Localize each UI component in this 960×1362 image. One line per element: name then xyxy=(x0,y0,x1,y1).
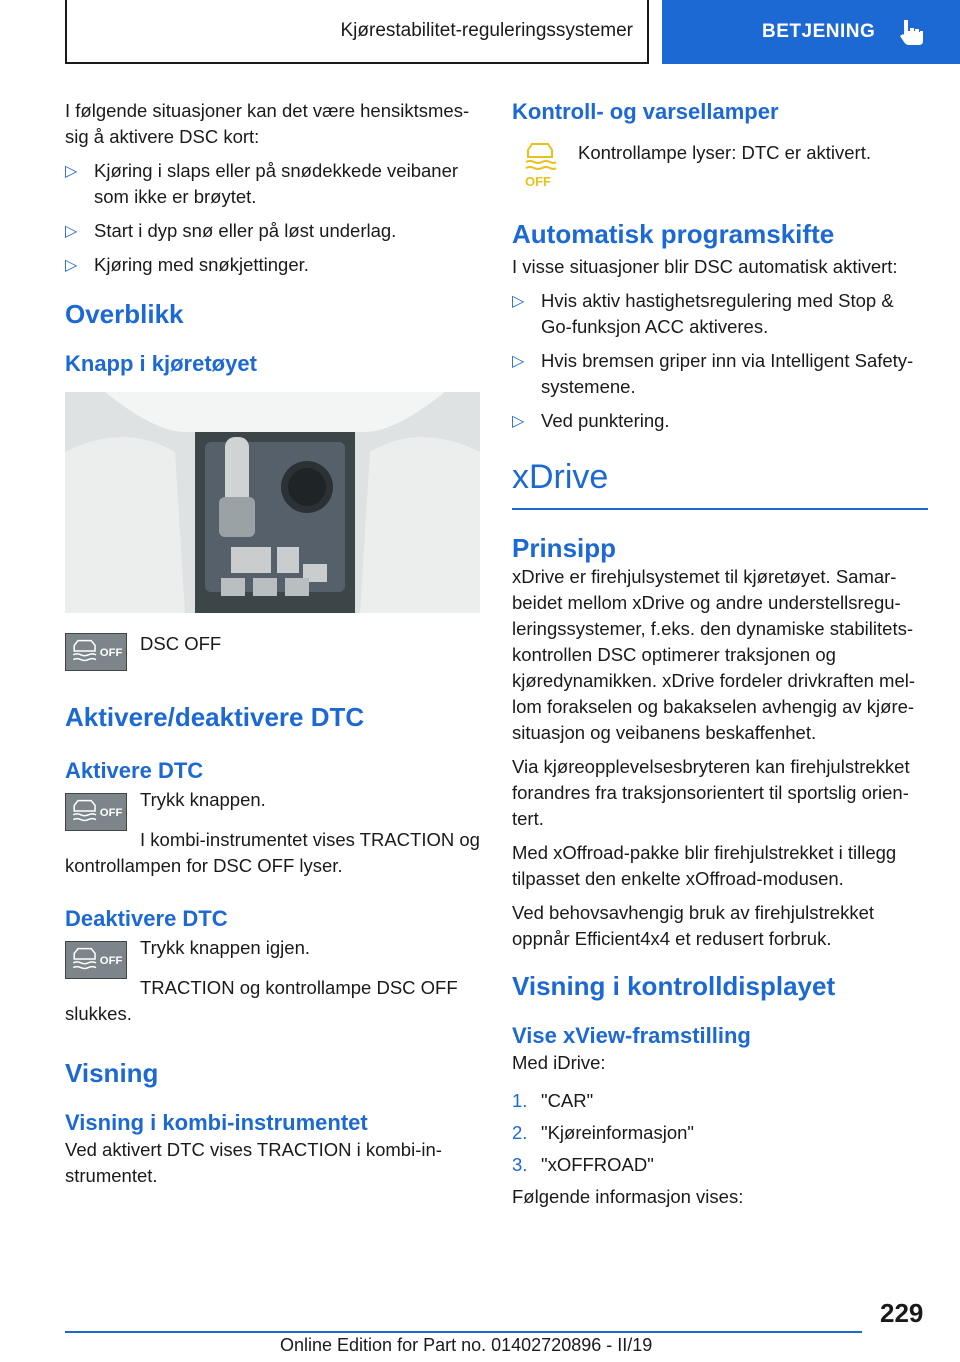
heading-deactivate-dtc: Deaktivere DTC xyxy=(65,906,228,931)
list-item: ▷ Kjøring med snøkjettinger. xyxy=(65,252,480,278)
center-console-image xyxy=(65,392,480,613)
list-item: 3. "xOFFROAD" xyxy=(512,1154,654,1175)
intro-text: I følgende situasjoner kan det være hensiktsmes-sig å aktivere DSC kort: xyxy=(65,100,470,147)
bullet-triangle-icon: ▷ xyxy=(512,353,525,370)
bullet-triangle-icon: ▷ xyxy=(65,257,78,274)
right-column xyxy=(512,98,928,1218)
principle-paragraph-1: xDrive er firehjulsystemet til kjøretøyet. Samar-beidet mellom xDrive og andre understellsregu-leringssystemer, f.eks. den dynamiske stabilitets-kontrollen DSC optimerer traksjonen og kjøredynamikken. xDrive fordeler drivkraften mel-lom forakselen og bakakselen avhengig av kjøre-situasjon og veibanens beskaffenhet. xyxy=(512,566,916,743)
bullet-triangle-icon: ▷ xyxy=(65,163,78,180)
activate-result-text: I kombi-instrumentet vises TRACTION og kontrollampen for DSC OFF lyser. xyxy=(65,829,480,876)
principle-paragraph-2: Via kjøreopplevelsesbryteren kan firehjulstrekket forandres fra traksjonsorientert til sportslig orien-tert. xyxy=(512,756,910,829)
svg-text:OFF: OFF xyxy=(99,806,123,819)
principle-paragraph-4: Ved behovsavhengig bruk av firehjulstrekket oppnår Efficient4x4 et redusert forbruk. xyxy=(512,902,874,949)
page-number: 229 xyxy=(880,1298,924,1328)
heading-button-in-vehicle: Knapp i kjøretøyet xyxy=(65,351,257,376)
deactivate-step-text: Trykk knappen igjen. xyxy=(140,937,311,958)
bullet-triangle-icon: ▷ xyxy=(65,223,78,240)
list-item: ▷ Ved punktering. xyxy=(512,408,928,434)
svg-text:OFF: OFF xyxy=(99,954,123,967)
intro-bullet-list xyxy=(65,158,480,278)
idrive-text: Med iDrive: xyxy=(512,1052,606,1073)
dtc-lamp-row xyxy=(512,140,928,200)
auto-intro-text: I visse situasjoner blir DSC automatisk aktivert: xyxy=(512,256,898,277)
heading-xdrive: xDrive xyxy=(512,458,609,496)
heading-activate-deactivate-dtc: Aktivere/deaktivere DTC xyxy=(65,702,365,732)
dsc-off-button-icon xyxy=(65,941,127,979)
header-chapter-tab xyxy=(662,0,960,64)
heading-display: Visning xyxy=(65,1058,159,1088)
header-section-title-box xyxy=(65,0,649,64)
deactivate-result-text: TRACTION og kontrollampe DSC OFF slukkes. xyxy=(65,977,458,1024)
svg-text:OFF: OFF xyxy=(99,646,123,659)
heading-display-cluster: Visning i kombi-instrumentet xyxy=(65,1110,368,1135)
bullet-triangle-icon: ▷ xyxy=(512,293,525,310)
following-text: Følgende informasjon vises: xyxy=(512,1186,744,1207)
center-console-photo xyxy=(65,392,480,613)
pointing-hand-icon xyxy=(897,17,927,47)
activate-step-text: Trykk knappen. xyxy=(140,789,266,810)
list-item: 1. "CAR" xyxy=(512,1090,594,1111)
dsc-off-button-icon xyxy=(65,633,127,671)
list-item: ▷ Start i dyp snø eller på løst underlag. xyxy=(65,218,480,244)
auto-bullet-list xyxy=(512,288,928,434)
header-section-title: Kjørestabilitet-reguleringssystemer xyxy=(340,20,633,41)
bullet-triangle-icon: ▷ xyxy=(512,413,525,430)
steps-list xyxy=(512,1088,928,1178)
svg-text:OFF: OFF xyxy=(525,174,551,189)
left-column xyxy=(65,98,480,1197)
principle-paragraph-3: Med xOffroad-pakke blir firehjulstrekket i tillegg tilpasset den enkelte xOffroad-modusen. xyxy=(512,842,897,889)
deactivate-step-row xyxy=(65,935,480,975)
dsc-off-label: DSC OFF xyxy=(140,633,222,654)
xdrive-divider xyxy=(512,508,928,510)
heading-control-display: Visning i kontrolldisplayet xyxy=(512,971,836,1001)
list-item: ▷ Hvis bremsen griper inn via Intelligent Safety-systemene. xyxy=(512,350,914,397)
heading-overview: Overblikk xyxy=(65,299,184,329)
heading-activate-dtc: Aktivere DTC xyxy=(65,758,204,783)
heading-automatic-program-change: Automatisk programskifte xyxy=(512,219,835,249)
activate-step-row xyxy=(65,787,480,827)
heading-xview: Vise xView-framstilling xyxy=(512,1023,751,1048)
heading-principle: Prinsipp xyxy=(512,533,617,563)
list-item: ▷ Hvis aktiv hastighetsregulering med Stop & Go-funksjon ACC aktiveres. xyxy=(512,290,894,337)
footer-edition: Online Edition for Part no. 01402720896 - II/19 xyxy=(280,1335,653,1355)
header-chapter: BETJENING xyxy=(762,21,876,42)
footer-divider xyxy=(65,1331,862,1333)
display-text: Ved aktivert DTC vises TRACTION i kombi-in-strumentet. xyxy=(65,1139,442,1186)
list-item: ▷ Kjøring i slaps eller på snødekkede veibaner som ikke er brøytet. xyxy=(65,160,459,207)
heading-indicator-lamps: Kontroll- og varsellamper xyxy=(512,99,779,124)
dtc-indicator-lamp-icon xyxy=(522,140,558,192)
dtc-lamp-text: Kontrollampe lyser: DTC er aktivert. xyxy=(578,142,872,163)
dsc-off-row xyxy=(65,631,480,671)
dsc-off-button-icon xyxy=(65,793,127,831)
list-item: 2. "Kjøreinformasjon" xyxy=(512,1122,694,1143)
